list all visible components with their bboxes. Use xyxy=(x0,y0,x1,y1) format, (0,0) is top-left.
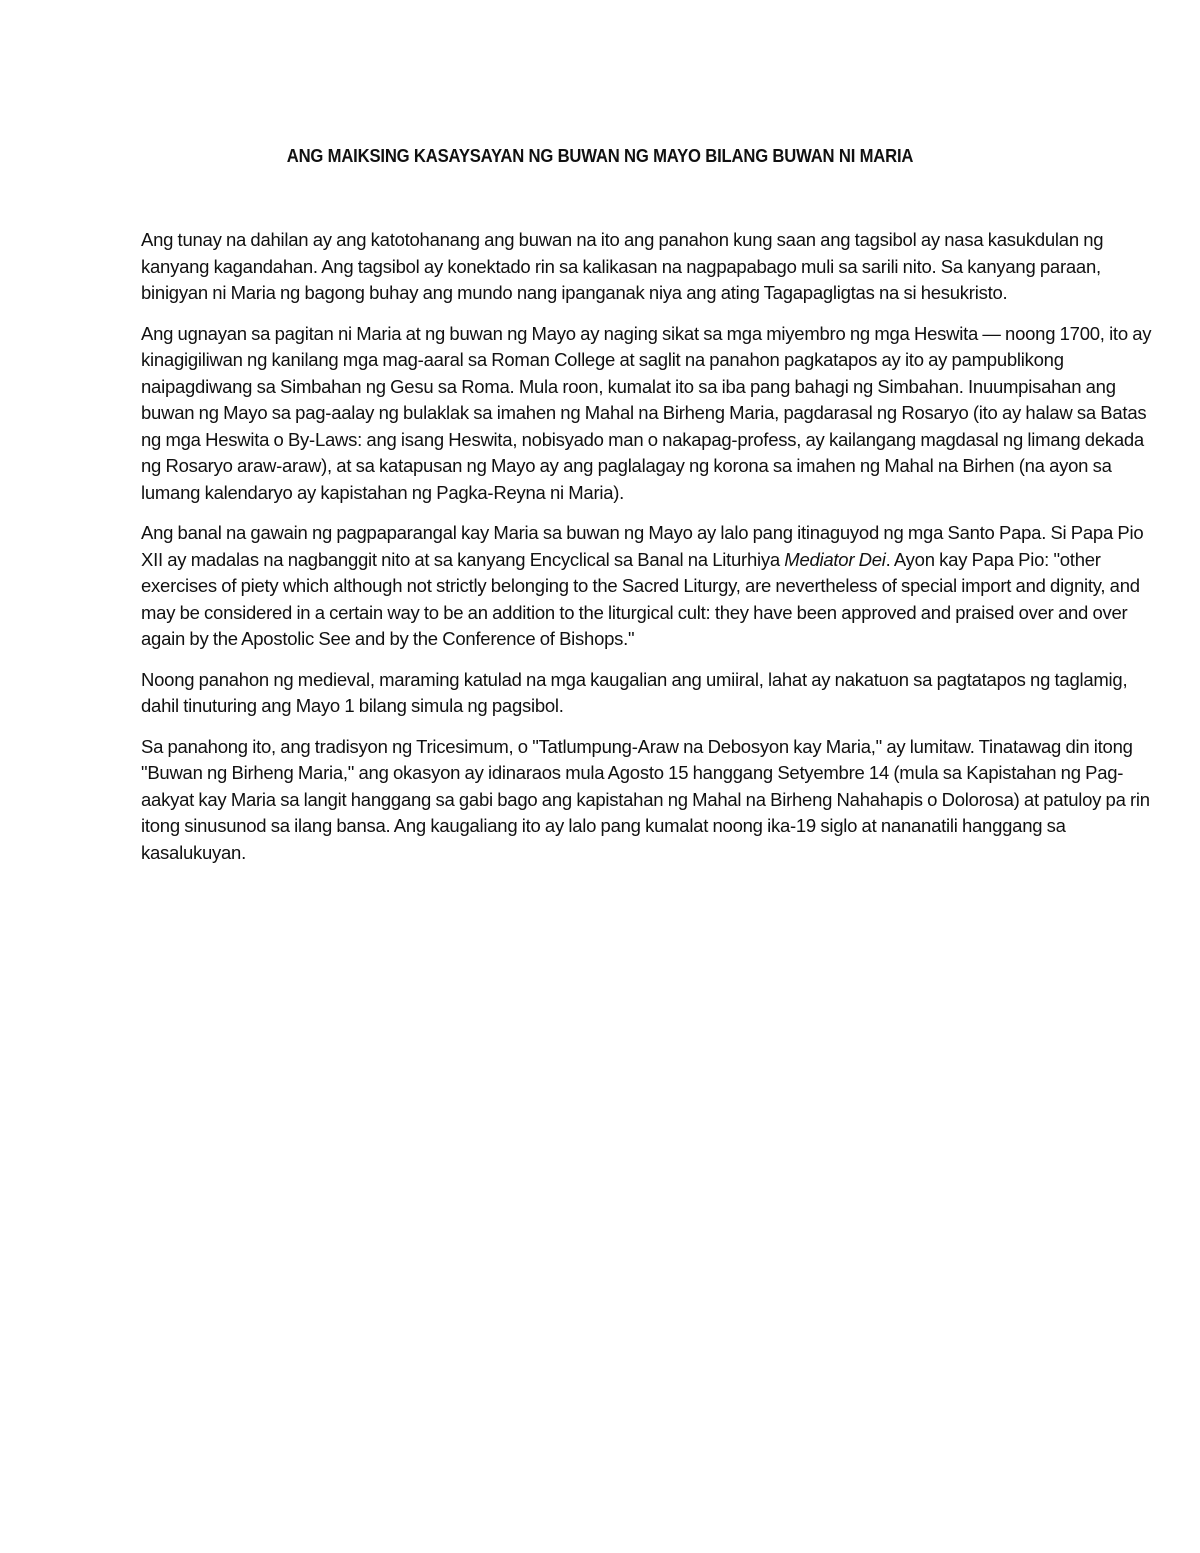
paragraph-3-text-end: . Ayon kay Papa Pio: "other exercises of piety which although not strictly belonging to the Sacred Liturgy, are nevertheless of special import and dignity, and may be considered in a certain way to be an addition to the liturgical cult: they have been approved and praised over and over again by the Apostolic See and by the Conference of Bishops." xyxy=(141,548,1140,649)
document-body xyxy=(141,227,1156,880)
encyclical-title: Mediator Dei xyxy=(784,548,886,570)
paragraph-1: Ang tunay na dahilan ay ang katotohanang ang buwan na ito ang panahon kung saan ang tagsibol ay nasa kasukdulan ng kanyang kagandahan. Ang tagsibol ay konektado rin sa kalikasan na nagpapabago muli sa sarili nito. Sa kanyang paraan, binigyan ni Maria ng bagong buhay ang mundo nang ipanganak niya ang ating Tagapagligtas na si hesukristo. xyxy=(141,229,1104,303)
paragraph-5: Sa panahong ito, ang tradisyon ng Tricesimum, o "Tatlumpung-Araw na Debosyon kay Maria," ay lumitaw. Tinatawag din itong "Buwan ng Birheng Maria," ang okasyon ay idinaraos mula Agosto 15 hanggang Setyembre 14 (mula sa Kapistahan ng Pag-aakyat kay Maria sa langit hanggang sa gabi bago ang kapistahan ng Mahal na Birheng Nahahapis o Dolorosa) at patuloy pa rin itong sinusunod sa ilang bansa. Ang kaugaliang ito ay lalo pang kumalat noong ika-19 siglo at nananatili hanggang sa kasalukuyan. xyxy=(141,735,1150,863)
document-title: ANG MAIKSING KASAYSAYAN NG BUWAN NG MAYO BILANG BUWAN NI MARIA xyxy=(286,145,914,166)
paragraph-4: Noong panahon ng medieval, maraming katulad na mga kaugalian ang umiiral, lahat ay nakatuon sa pagtatapos ng taglamig, dahil tinuturing ang Mayo 1 bilang simula ng pagsibol. xyxy=(141,668,1128,716)
paragraph-3-text-start: Ang banal na gawain ng pagpaparangal kay Maria sa buwan ng Mayo ay lalo pang itinaguyod ng mga Santo Papa. Si Papa Pio XII ay madalas na nagbanggit nito at sa kanyang Encyclical sa Banal na Liturhiya xyxy=(141,522,1144,570)
paragraph-2: Ang ugnayan sa pagitan ni Maria at ng buwan ng Mayo ay naging sikat sa mga miyembro ng mga Heswita — noong 1700, ito ay kinagigiliwan ng kanilang mga mag-aaral sa Roman College at saglit na panahon pagkatapos ay ito ay pampublikong naipagdiwang sa Simbahan ng Gesu sa Roma. Mula roon, kumalat ito sa iba pang bahagi ng Simbahan. Inuumpisahan ang buwan ng Mayo sa pag-aalay ng bulaklak sa imahen ng Mahal na Birheng Maria, pagdarasal ng Rosaryo (ito ay halaw sa Batas ng mga Heswita o By-Laws: ang isang Heswita, nobisyado man o nakapag-profess, ay kailangang magdasal ng limang dekada ng Rosaryo araw-araw), at sa katapusan ng Mayo ay ang paglalagay ng korona sa imahen ng Mahal na Birhen (na ayon sa lumang kalendaryo ay kapistahan ng Pagka-Reyna ni Maria). xyxy=(141,322,1152,503)
paragraph-3 xyxy=(141,520,1156,653)
